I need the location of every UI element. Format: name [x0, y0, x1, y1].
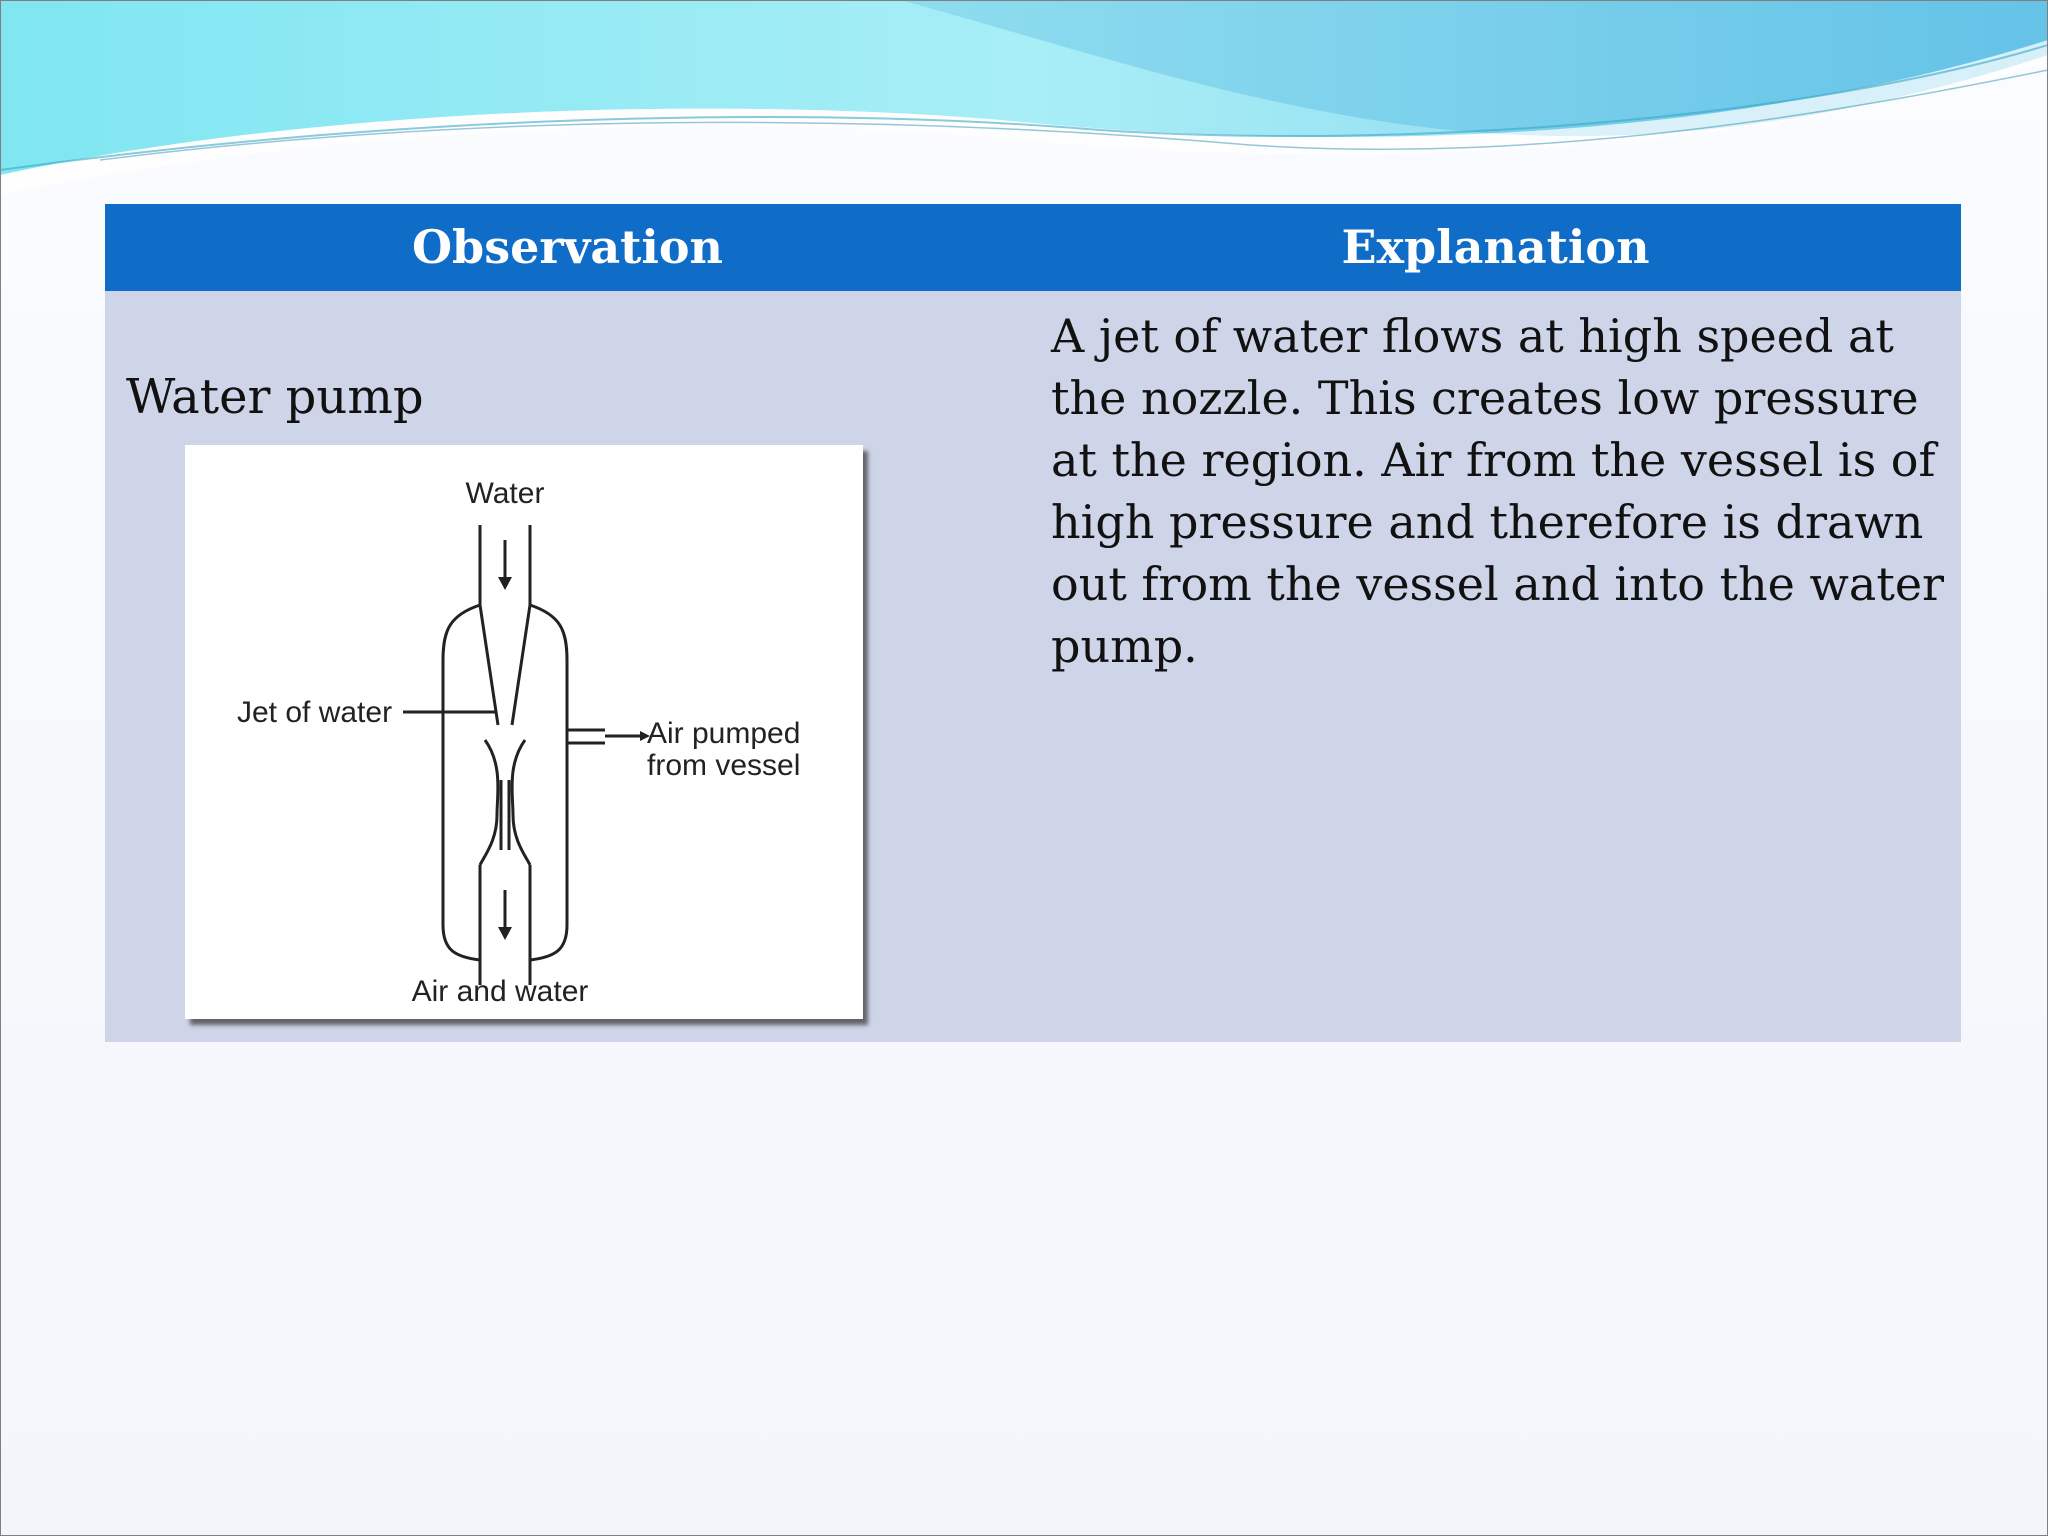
water-pump-diagram	[185, 445, 863, 1019]
label-jet-of-water: Jet of water	[237, 696, 393, 729]
observation-explanation-table	[105, 204, 1961, 1042]
table-body-row	[105, 291, 1961, 1042]
explanation-header: Explanation	[1341, 220, 1650, 274]
explanation-text: A jet of water flows at high speed at the nozzle. This creates low pressure at the region. Air from the vessel is of high pressure and therefore is drawn out from the vessel and into the water pump.	[1051, 309, 1945, 673]
observation-label: Water pump	[126, 369, 424, 425]
observation-header: Observation	[411, 220, 724, 274]
label-air-pumped: Air pumped	[647, 717, 801, 750]
label-water: Water	[465, 477, 545, 510]
label-from-vessel: from vessel	[647, 749, 801, 782]
table-header-row	[105, 204, 1961, 291]
label-air-and-water: Air and water	[411, 975, 589, 1008]
